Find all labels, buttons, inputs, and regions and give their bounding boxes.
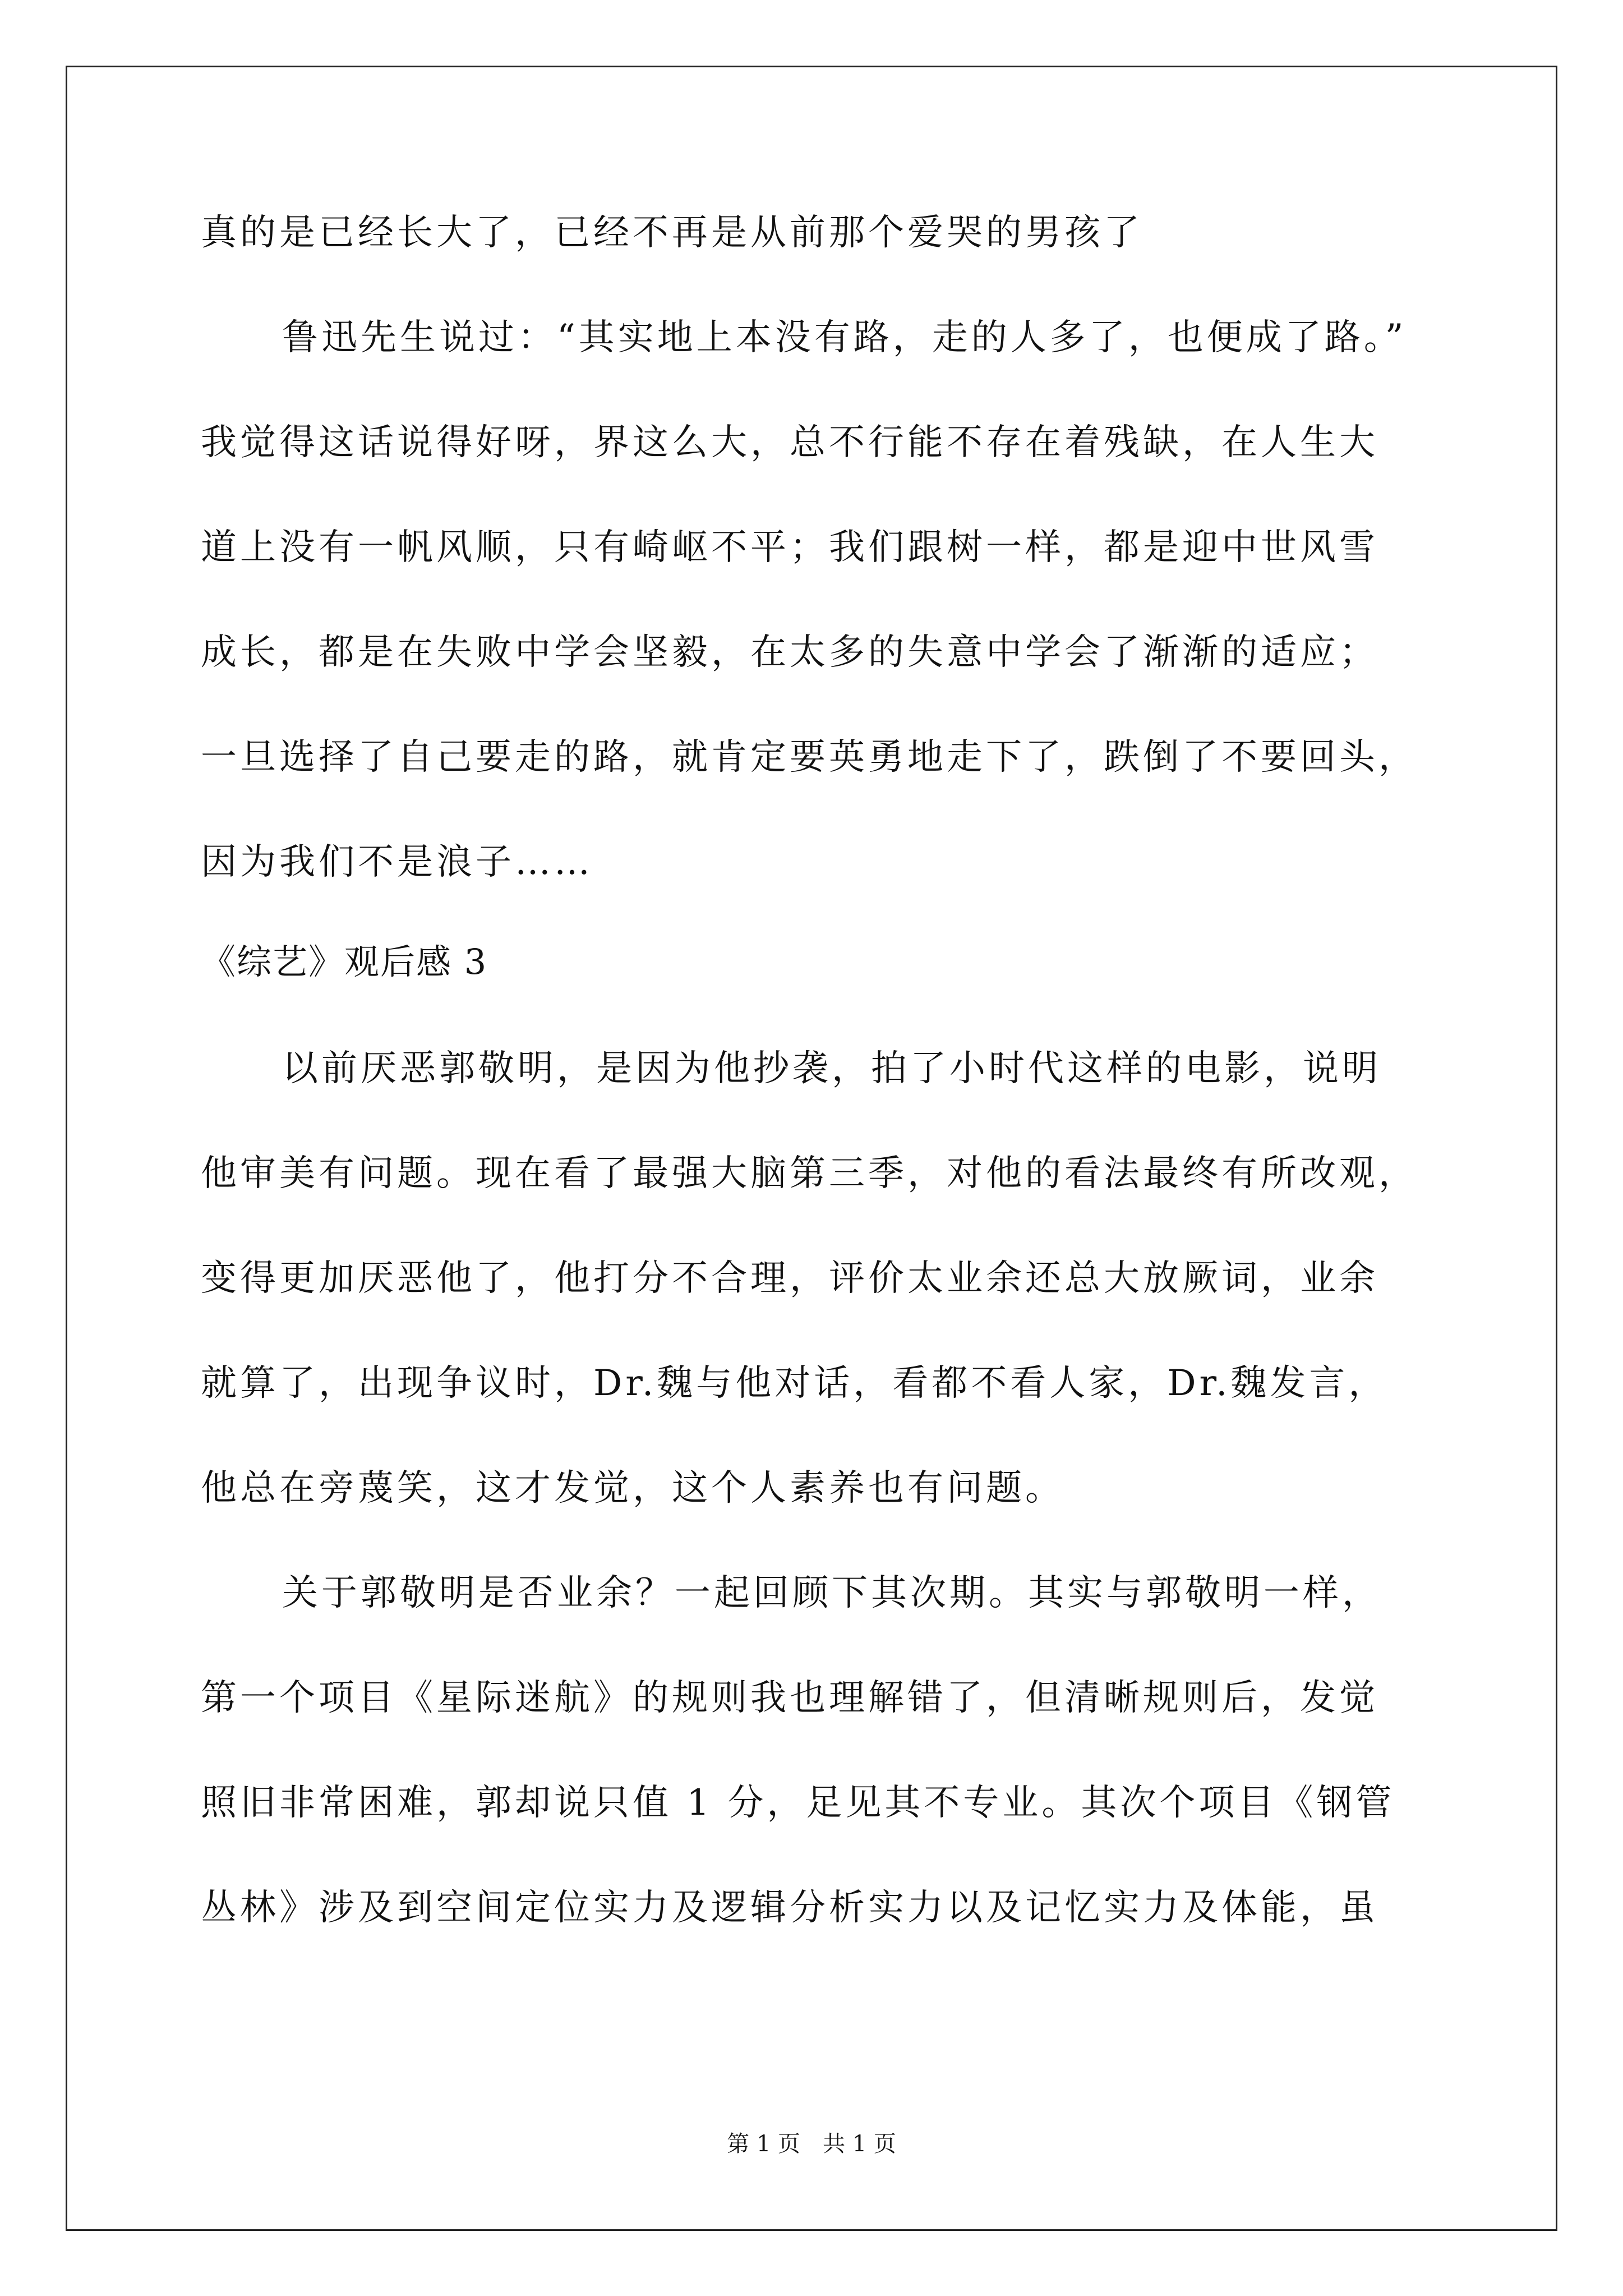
text-line: 道上没有一帆风顺，只有崎岖不平；我们跟树一样，都是迎中世风雪	[201, 527, 1378, 568]
text-line: 他审美有问题。现在看了最强大脑第三季，对他的看法最终有所改观，	[201, 1153, 1418, 1194]
text-line: 一旦选择了自己要走的路，就肯定要英勇地走下了，跌倒了不要回头，	[201, 737, 1418, 778]
text-line: 因为我们不是浪子……	[201, 841, 593, 883]
text-line: 第一个项目《星际迷航》的规则我也理解错了，但清晰规则后，发觉	[201, 1677, 1378, 1719]
text-line: 真的是已经长大了，已经不再是从前那个爱哭的男孩了	[201, 212, 1143, 254]
text-line: 照旧非常困难，郭却说只值 1 分，足见其不专业。其次个项目《钢管	[201, 1782, 1395, 1824]
text-line: 鲁迅先生说过：“其实地上本没有路，走的人多了，也便成了路。”	[282, 317, 1407, 358]
text-line: 就算了，出现争议时，Dr.魏与他对话，看都不看人家，Dr.魏发言，	[201, 1363, 1388, 1404]
section-heading: 《综艺》观后感 3	[201, 941, 488, 982]
text-line: 关于郭敬明是否业余？一起回顾下其次期。其实与郭敬明一样，	[282, 1572, 1381, 1614]
text-line: 他总在旁蔑笑，这才发觉，这个人素养也有问题。	[201, 1467, 1064, 1509]
page-number: 第 1 页 共 1 页	[727, 2131, 896, 2157]
text-line: 成长，都是在失败中学会坚毅，在太多的失意中学会了渐渐的适应；	[201, 632, 1378, 673]
text-line: 我觉得这话说得好呀，界这么大，总不行能不存在着残缺，在人生大	[201, 422, 1378, 463]
text-line: 变得更加厌恶他了，他打分不合理，评价太业余还总大放厥词，业余	[201, 1258, 1378, 1299]
text-line: 丛林》涉及到空间定位实力及逻辑分析实力以及记忆实力及体能，虽	[201, 1887, 1378, 1929]
text-line: 以前厌恶郭敬明，是因为他抄袭，拍了小时代这样的电影，说明	[282, 1048, 1381, 1089]
